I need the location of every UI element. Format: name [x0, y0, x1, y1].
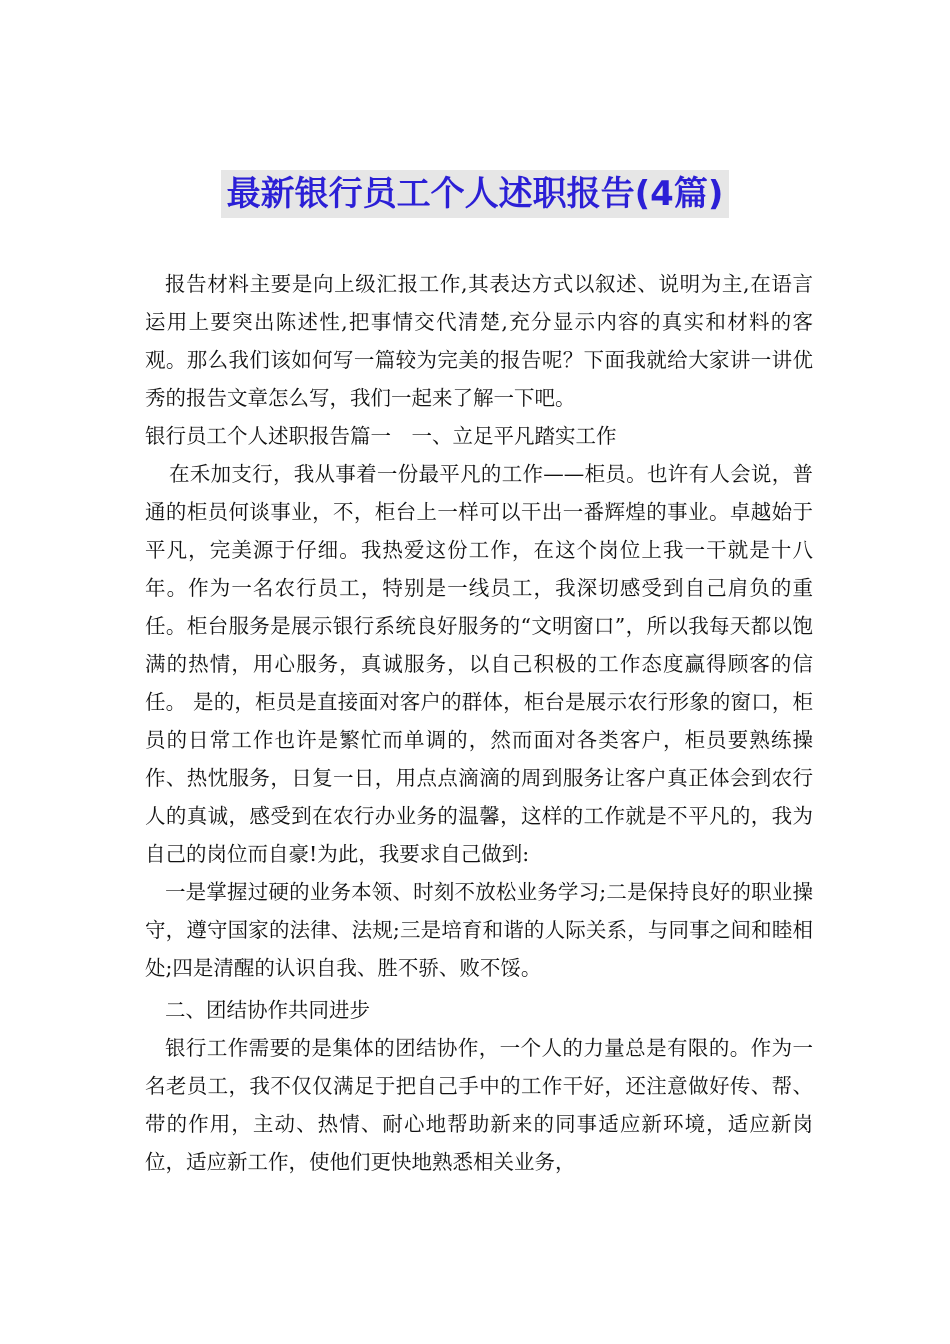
- intro-paragraph: 报告材料主要是向上级汇报工作,其表达方式以叙述、说明为主,在语言运用上要突出陈述性,把事情交代清楚,充分显示内容的真实和材料的客观。那么我们该如何写一篇较为完美的报告呢？下面我就给大家讲一讲优秀的报告文章怎么写，我们一起来了解一下吧。: [145, 272, 813, 410]
- body-paragraph-1: 在禾加支行，我从事着一份最平凡的工作——柜员。也许有人会说，普通的柜员何谈事业，不，柜台上一样可以干出一番辉煌的事业。卓越始于平凡，完美源于仔细。我热爱这份工作，在这个岗位上我一干就是十八年。作为一名农行员工，特别是一线员工，我深切感受到自己肩负的重任。柜台服务是展示银行系统良好服务的“文明窗口”，所以我每天都以饱满的热情，用心服务，真诚服务，以自己积极的工作态度赢得顾客的信任。 是的，柜员是直接面对客户的群体，柜台是展示农行形象的窗口，柜员的日常工作也许是繁忙而单调的，然而面对各类客户，柜员要熟练操作、热忱服务，日复一日，用点点滴滴的周到服务让客户真正体会到农行人的真诚，感受到在农行办业务的温馨，这样的工作就是不平凡的，我为自己的岗位而自豪!为此，我要求自己做到:: [145, 462, 813, 866]
- section-heading-2: 二、团结协作共同进步: [165, 998, 370, 1022]
- document-body: [145, 265, 813, 1181]
- document-title: 最新银行员工个人述职报告(4篇): [221, 170, 730, 218]
- body-paragraph-3: 银行工作需要的是集体的团结协作，一个人的力量总是有限的。作为一名老员工，我不仅仅满足于把自己手中的工作干好，还注意做好传、帮、带的作用，主动、热情、耐心地帮助新来的同事适应新环境，适应新岗位，适应新工作，使他们更快地熟悉相关业务，: [145, 1036, 813, 1174]
- title-container: [0, 170, 950, 218]
- section-heading-1: 银行员工个人述职报告篇一 一、立足平凡踏实工作: [145, 424, 617, 448]
- body-paragraph-2: 一是掌握过硬的业务本领、时刻不放松业务学习;二是保持良好的职业操守，遵守国家的法律、法规;三是培育和谐的人际关系，与同事之间和睦相处;四是清醒的认识自我、胜不骄、败不馁。: [145, 880, 813, 980]
